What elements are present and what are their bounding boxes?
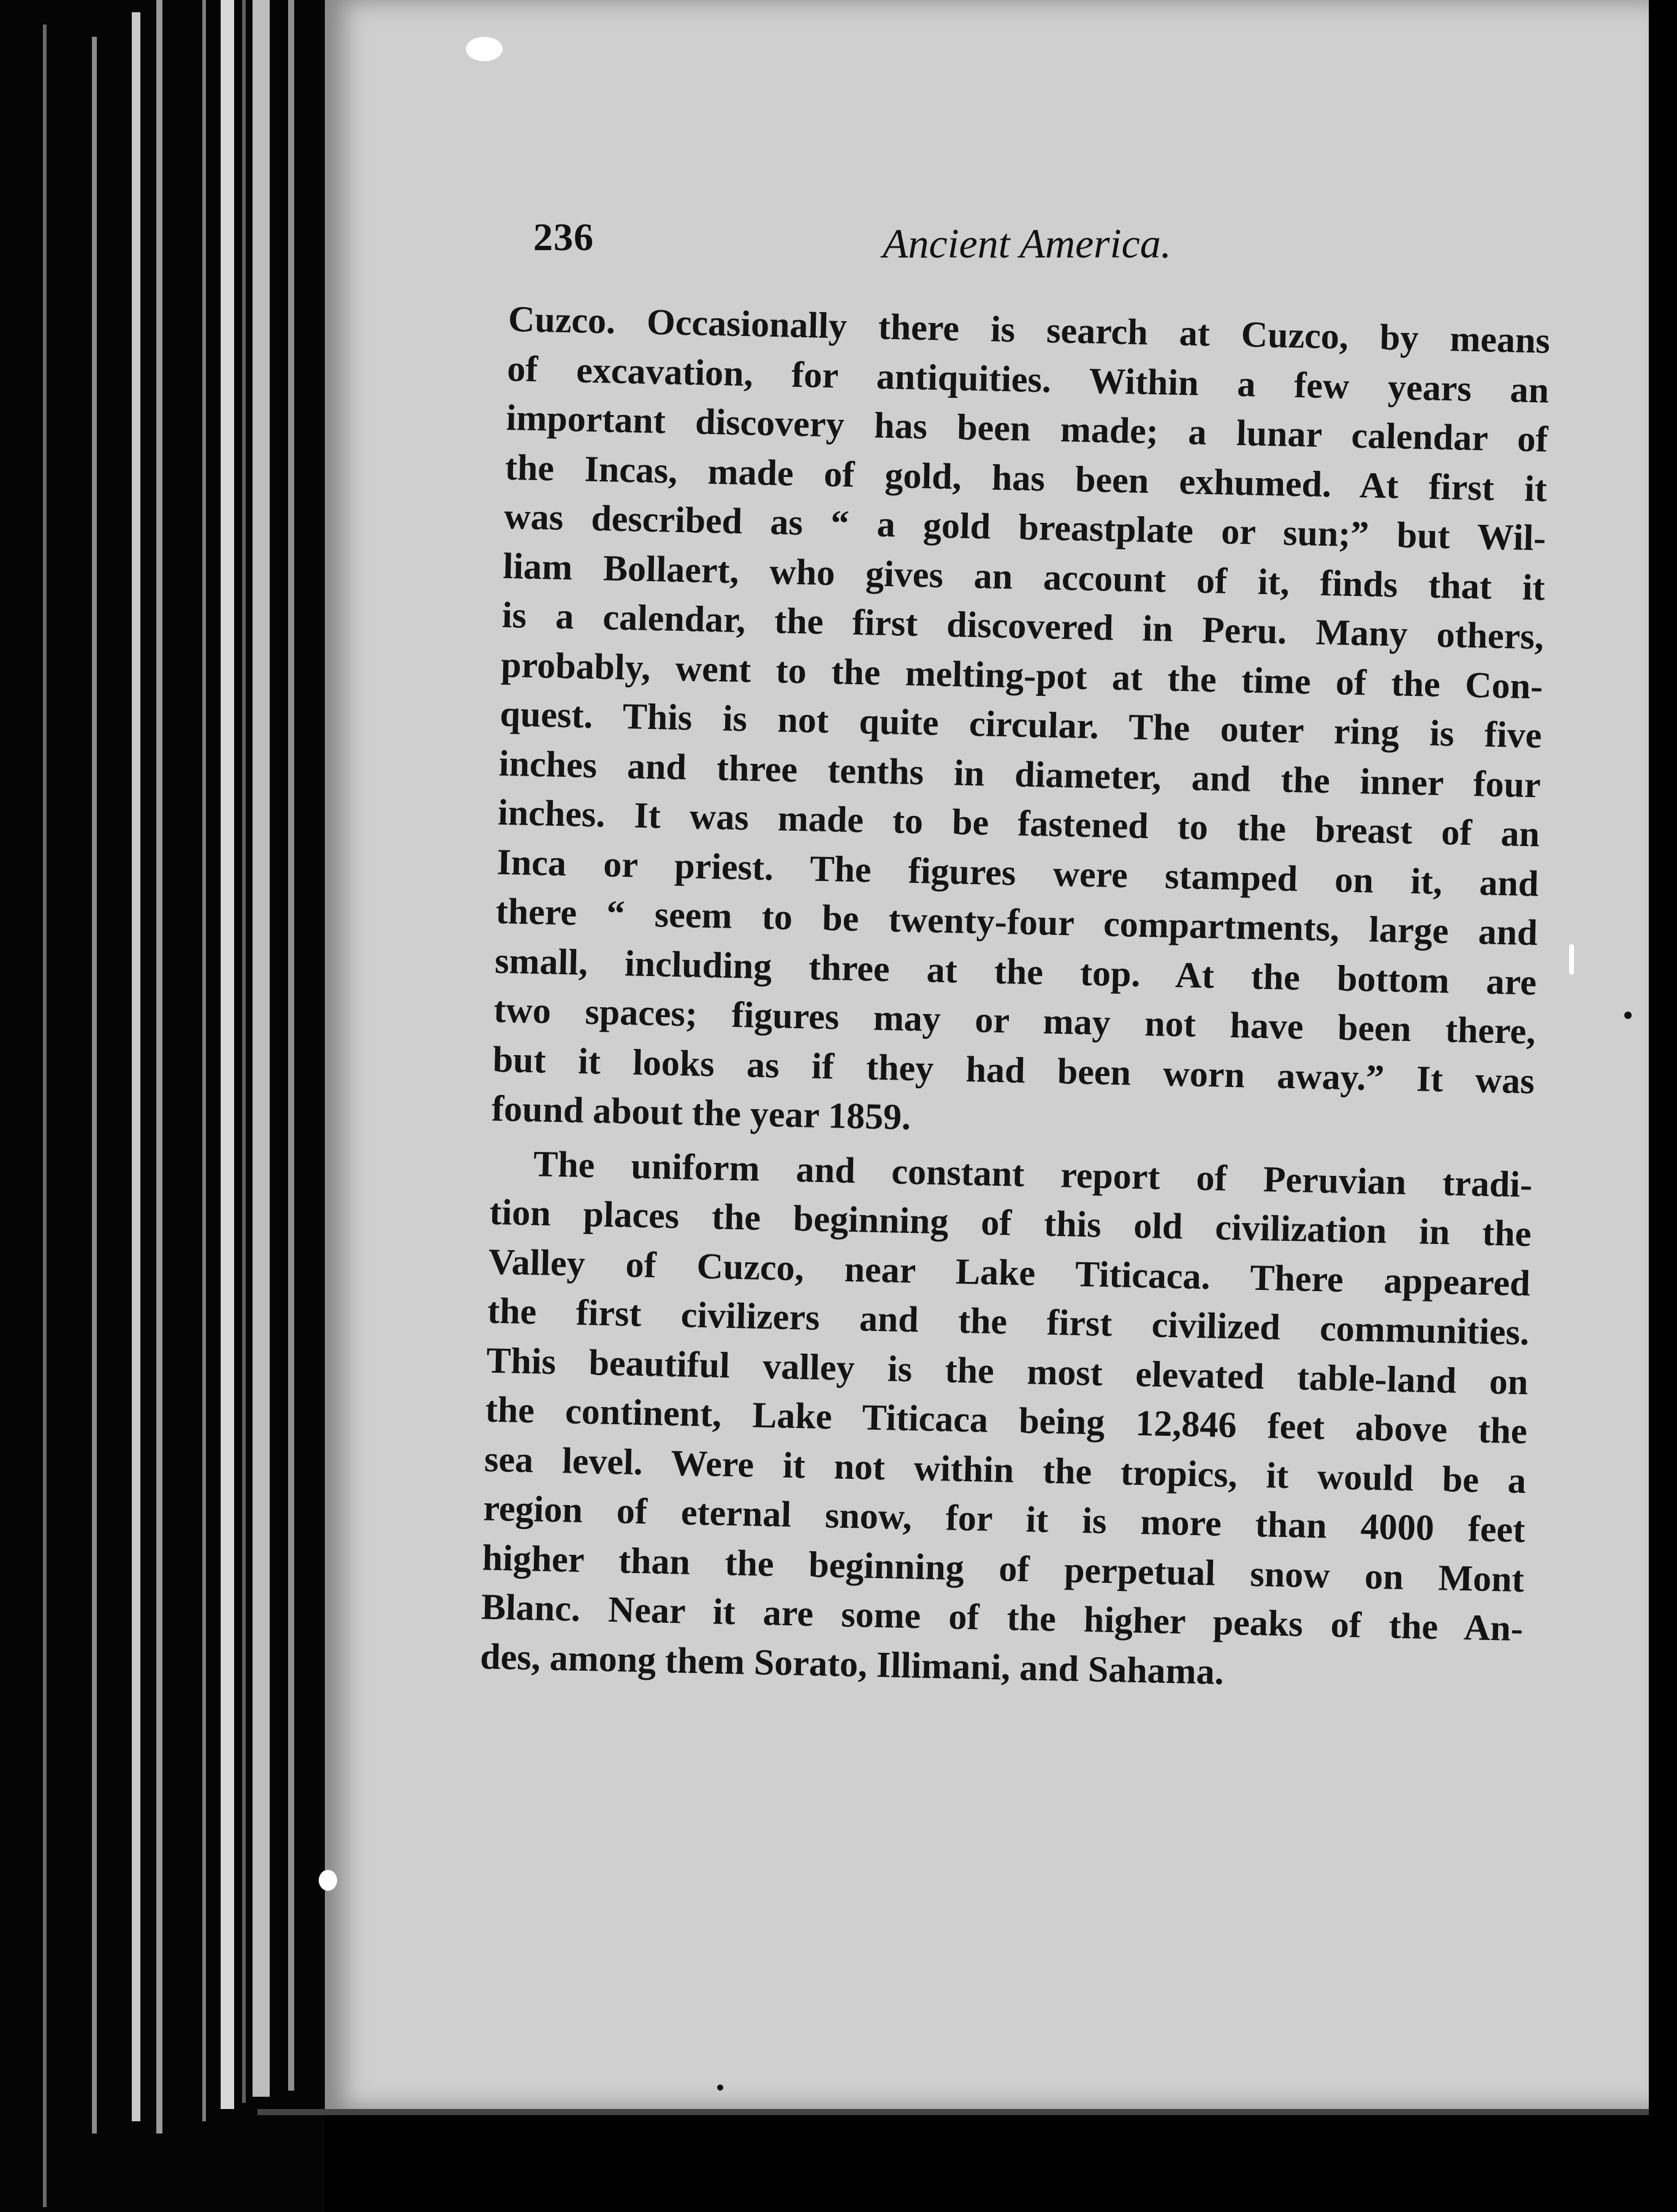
page-edge (132, 12, 140, 2121)
text-line: Blanc. Near it are some of the higher peaks of the An- (481, 1586, 1524, 1649)
body-text (480, 294, 1551, 1703)
running-head (533, 215, 1551, 276)
page-edge (156, 0, 162, 2134)
text-line: there “ seem to be twenty-four compartments, large and (495, 890, 1538, 953)
text-line: was described as “ a gold breastplate or sun;” but Wil- (503, 495, 1546, 559)
text-line: of excavation, for antiquities. Within a few years an (506, 348, 1550, 411)
scan-speck (1624, 1012, 1632, 1019)
text-line: the continent, Lake Titicaca being 12,846 feet above the (485, 1389, 1528, 1452)
text-line: liam Bollaert, who gives an account of it, finds that it (503, 545, 1546, 608)
text-line: inches and three tenths in diameter, and the inner four (498, 742, 1542, 805)
page-edge (242, 0, 246, 2103)
text-line: two spaces; figures may or may not have been there, (493, 989, 1536, 1052)
text-line: des, among them Sorato, Illimani, and Sahama. (479, 1636, 1225, 1692)
text-line: region of eternal snow, for it is more than 4000 feet (482, 1487, 1526, 1550)
text-line: Valley of Cuzco, near Lake Titicaca. There appeared (488, 1241, 1531, 1303)
text-line: Inca or priest. The figures were stamped on it, and (496, 841, 1539, 904)
text-line: found about the year 1859. (491, 1088, 911, 1138)
text-line: important discovery has been made; a lunar calendar of (506, 397, 1549, 460)
text-line: probably, went to the melting-pot at the time of the Con- (500, 644, 1543, 706)
text-line: is a calendar, the first discovered in Peru. Many others, (501, 594, 1545, 657)
paragraph (491, 294, 1550, 1155)
text-line: The uniform and constant report of Peruvian tradi- (533, 1143, 1533, 1205)
page-bottom-edge (257, 2109, 1649, 2115)
scan-speck (717, 2084, 723, 2091)
page-edge (43, 25, 47, 2207)
page-edge (253, 0, 270, 2097)
text-line: tion places the beginning of this old civilization in the (489, 1191, 1532, 1254)
page-edge (221, 0, 234, 2109)
page-edge (288, 0, 294, 2091)
text-line: the Incas, made of gold, has been exhumed. At first it (504, 446, 1548, 509)
book-page (325, 0, 1649, 2109)
text-line: inches. It was made to be fastened to the breast of an (497, 791, 1540, 855)
scan-speck (319, 1870, 337, 1891)
text-line: quest. This is not quite circular. The outer ring is five (499, 693, 1542, 756)
text-line: This beautiful valley is the most elevated table-land on (485, 1340, 1529, 1402)
page-number: 236 (533, 215, 594, 259)
text-line: higher than the beginning of perpetual snow on Mont (482, 1537, 1525, 1600)
text-line: the first civilizers and the first civilized communities. (487, 1290, 1530, 1353)
page-edge (202, 0, 206, 2121)
scan-speck (1569, 944, 1574, 975)
text-line: small, including three at the top. At the bottom are (494, 940, 1537, 1002)
text-line: sea level. Were it not within the tropics, it would be a (484, 1438, 1527, 1501)
running-title: Ancient America. (883, 220, 1171, 267)
page-edge (92, 37, 97, 2134)
text-line: Cuzco. Occasionally there is search at Cuzco, by means (508, 298, 1551, 361)
paragraph (480, 1138, 1533, 1703)
book-edge (0, 0, 325, 2212)
scan-speck (466, 37, 503, 61)
text-line: but it looks as if they had been worn away.” It was (492, 1039, 1535, 1101)
